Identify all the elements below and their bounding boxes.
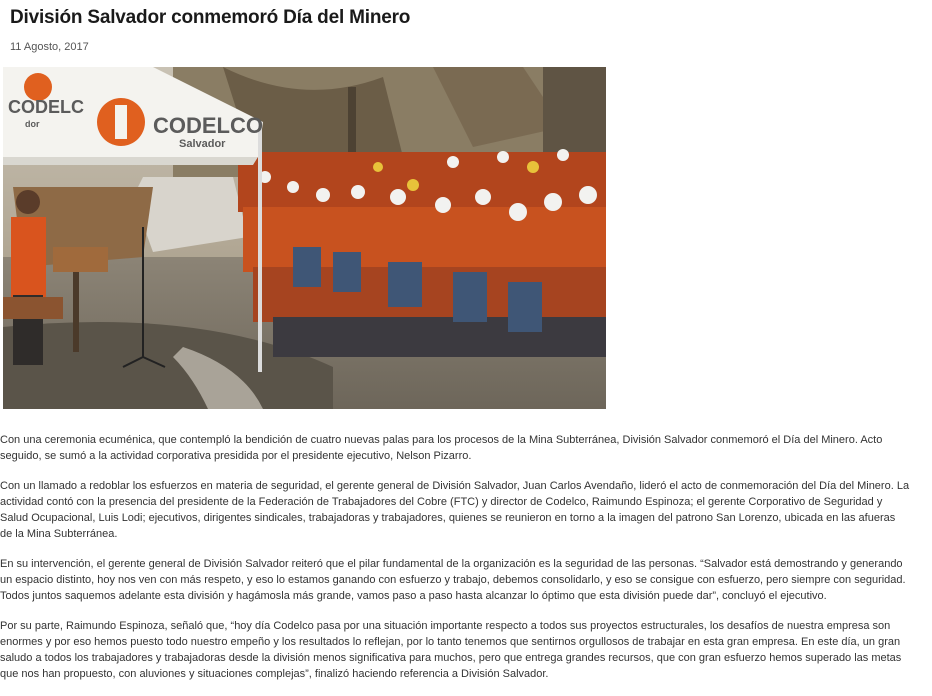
- tent-brand-text: CODELCO: [153, 113, 263, 138]
- article: [10, 0, 920, 54]
- paragraph-2: Con un llamado a redoblar los esfuerzos en materia de seguridad, el gerente general de División Salvador, Juan Carlos Avendaño, lideró el acto de conmemoración del Día del Minero. La actividad contó con la presencia del presidente de la Federación de Trabajadores del Cobre (FTC) y director de Codelco, Raimundo Espinoza; el gerente Corporativo de Seguridad y Salud Ocupacional, Luis Lodi; ejecutivos, dirigentes sindicales, trabajadoras y trabajadores, quienes se reunieron en torno a la imagen del patrono San Lorenzo, ubicada en las afueras de la Mina Subterránea.: [0, 480, 910, 540]
- paragraph-4: Por su parte, Raimundo Espinoza, señaló que, “hoy día Codelco pasa por una situación importante respecto a todos sus proyectos estructurales, los desafíos de nuestra empresa son enormes y por eso hemos puesto todo nuestro empeño y los resultados lo reflejan, por lo tanto tenemos que sentirnos orgullosos de trabajar en esta gran empresa. En este día, un gran saludo a todos los trabajadores y trabajadoras desde la división menos significativa para muchos, pero que entrega grandes recursos, que con gran esfuerzo hemos superado las metas que nos han propuesto, con aluviones y situaciones complejas”, finalizó haciendo referencia a División Salvador.: [0, 620, 902, 680]
- article-body: [0, 432, 910, 696]
- paragraph-1: Con una ceremonia ecuménica, que contempló la bendición de cuatro nuevas palas para los procesos de la Mina Subterránea, División Salvador conmemoró el Día del Minero. Acto seguido, se sumó a la actividad corporativa presidida por el presidente ejecutivo, Nelson Pizarro.: [0, 434, 883, 462]
- paragraph-3: En su intervención, el gerente general de División Salvador reiteró que el pilar fundamental de la organización es la seguridad de las personas. “Salvador está demostrando y generando un espacio distinto, hoy nos ven con más respeto, y eso lo estamos ganando con esfuerzo y trabajo, debemos consolidarlo, y eso se consigue con esfuerzo, pero siempre con seguridad. Todos juntos saquemos adelante esta división y hagámosla más grande, vamos paso a paso hasta alcanzar lo óptimo que esta división puede dar”, concluyó el ejecutivo.: [0, 558, 906, 602]
- tent-brand-partial-text: CODELC: [8, 97, 84, 117]
- article-photo: [3, 67, 606, 409]
- article-title: División Salvador conmemoró Día del Minero: [10, 7, 411, 28]
- tent-subbrand-partial-text: dor: [25, 119, 40, 129]
- article-date: 11 Agosto, 2017: [10, 41, 89, 53]
- tent-subbrand-text: Salvador: [179, 138, 226, 150]
